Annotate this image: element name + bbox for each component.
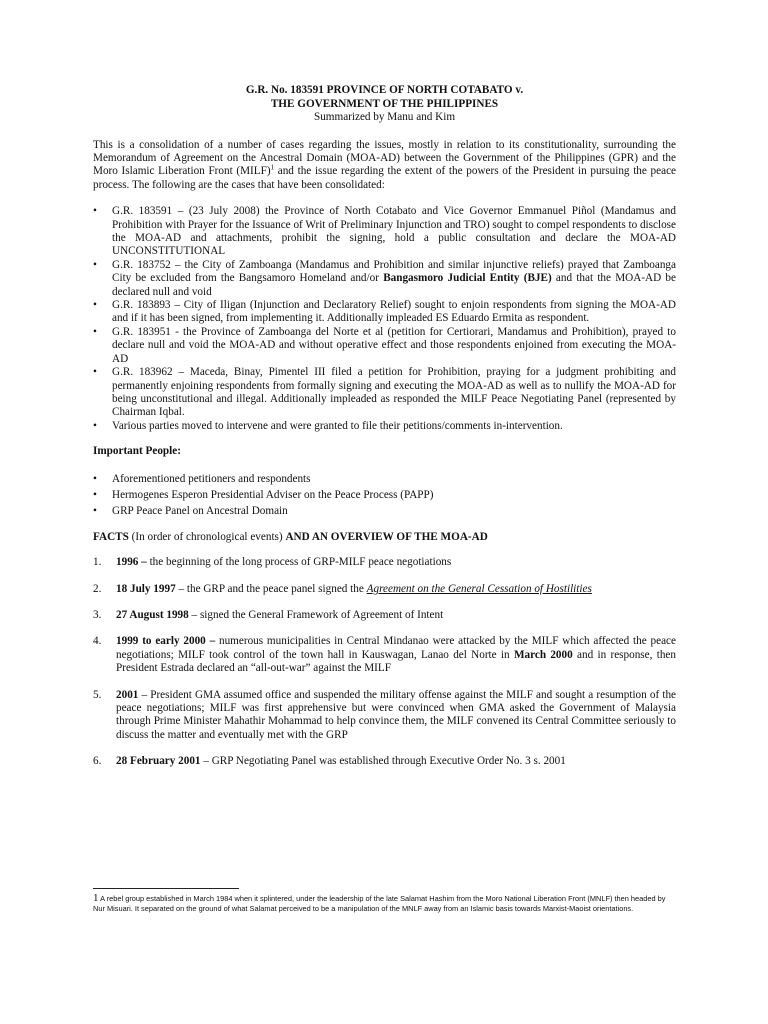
- list-item: [93, 326, 676, 366]
- case-text: G.R. 183962 – Maceda, Binay, Pimentel III filed a petition for Prohibition, praying for a judgment prohibiting and permanently enjoining respondents from formally signing and executing the MOA-AD as well as to nullify the MOA-AD for being unconstitutional and illegal. Additionally impleaded as responded the MILF Peace Negotiating Panel (represented by Chairman Iqbal.: [112, 366, 676, 419]
- subtitle: Summarized by Manu and Kim: [313, 111, 456, 124]
- bullet-icon: •: [93, 299, 97, 312]
- case-title-line1: G.R. No. 183591 PROVINCE OF NORTH COTABATO v.: [245, 84, 524, 96]
- list-item: [93, 635, 676, 675]
- intro-text-b: and the issue regarding the extent of the powers of the President in pursuing the peace process. The following are the cases that have been consolidated:: [93, 165, 677, 191]
- case-title-line2: THE GOVERNMENT OF THE PHILIPPINES: [270, 97, 499, 110]
- list-item: [93, 689, 676, 743]
- item-number: 2.: [93, 582, 102, 595]
- bullet-icon: •: [93, 325, 97, 338]
- footnote-number: 1: [93, 892, 99, 904]
- important-people-list: [93, 473, 676, 519]
- list-item: [93, 473, 676, 486]
- item-number: 4.: [93, 635, 102, 648]
- bullet-icon: •: [93, 472, 97, 485]
- case-text: G.R. 183591 – (23 July 2008) the Province of North Cotabato and Vice Governor Emmanuel Piñol (Mandamus and Prohibition with Prayer for the Issuance of Writ of Preliminary Injunction and TRO) sought to compel respondents to disclose the MOA-AD and attachments, prohibit the signing, hold a public consultation and declare the MOA-AD UNCONSTITUTIONAL: [112, 205, 677, 258]
- list-item: [93, 583, 676, 596]
- fact-text: and in response, then President Estrada declared an “all-out-war” against the MILF: [116, 648, 676, 675]
- important-people-heading: Important People:: [93, 445, 181, 458]
- facts-heading-note: (In order of chronological events): [128, 530, 286, 543]
- list-item: [93, 299, 676, 326]
- list-item: [93, 556, 676, 569]
- fact-date: March 2000: [513, 648, 573, 661]
- fact-date: 28 February 2001: [116, 755, 201, 768]
- list-item: [93, 205, 676, 259]
- fact-date: 2001: [116, 688, 139, 701]
- item-number: 1.: [93, 556, 102, 569]
- facts-list: [93, 556, 676, 768]
- list-item: [93, 489, 676, 502]
- list-item: [93, 420, 676, 433]
- fact-text: – signed the General Framework of Agreement of Intent: [188, 608, 444, 621]
- intro-text-a: This is a consolidation of a number of cases regarding the issues, mostly in relation to its constitutionality, surrounding the Memorandum of Agreement on the Ancestral Domain (MOA-AD) between the Government of the Philippines (GPR) and the Moro Islamic Liberation Front (MILF): [93, 138, 676, 178]
- fact-text: – President GMA assumed office and suspended the military offense against the MILF and sought a resumption of the peace negotiations; MILF was first apprehensive but were convinced when GMA asked the Government of Malaysia through Prime Minister Mahathir Mohammad to help convince them, the MILF convened its Central Committee seriously to discuss the matter and eventually met with the GRP: [116, 688, 676, 741]
- list-item: [93, 366, 676, 420]
- fact-text: – GRP Negotiating Panel was established through Executive Order No. 3 s. 2001: [200, 755, 566, 768]
- person-text: Hermogenes Esperon Presidential Adviser on the Peace Process (PAPP): [112, 488, 434, 501]
- facts-heading: [93, 531, 676, 544]
- document-page: [93, 84, 676, 782]
- bullet-icon: •: [93, 205, 97, 218]
- footnote-ref[interactable]: 1: [270, 163, 275, 172]
- fact-date: 1999 to early 2000 –: [116, 635, 216, 648]
- list-item: [93, 505, 676, 518]
- person-text: Aforementioned petitioners and respondents: [112, 472, 311, 485]
- case-text: G.R. 183951 - the Province of Zamboanga del Norte et al (petition for Certiorari, Mandamus and Prohibition), prayed to declare null and void the MOA-AD and without operative effect and those respondents enjoined from executing the MOA-AD: [112, 325, 676, 365]
- fact-date: 18 July 1997: [116, 582, 176, 595]
- person-text: GRP Peace Panel on Ancestral Domain: [112, 505, 288, 518]
- case-text: Various parties moved to intervene and were granted to file their petitions/comments in-intervention.: [112, 419, 563, 432]
- case-text: G.R. 183893 – City of Iligan (Injunction and Declaratory Relief) sought to enjoin respondents from signing the MOA-AD and if it has been signed, from implementing it. Additionally impleaded ES Eduardo Ermita as respondent.: [112, 299, 676, 325]
- agreement-link[interactable]: Agreement on the General Cessation of Hostilities: [366, 582, 592, 595]
- item-number: 3.: [93, 608, 102, 621]
- bullet-icon: •: [93, 366, 97, 379]
- intro-paragraph: [93, 139, 676, 193]
- case-text: G.R. 183752 – the City of Zamboanga (Mandamus and Prohibition and similar injunctive reliefs) prayed that Zamboanga City be excluded from the Bangsamoro Homeland and/or: [112, 258, 676, 285]
- footnote-separator: [93, 888, 239, 889]
- item-number: 5.: [93, 688, 102, 701]
- bullet-icon: •: [93, 258, 97, 271]
- facts-heading-bold: AND AN OVERVIEW OF THE MOA-AD: [285, 530, 488, 543]
- list-item: [93, 259, 676, 299]
- footnote: [93, 893, 676, 914]
- list-item: [93, 609, 676, 622]
- fact-text: numerous municipalities in Central Mindanao were attacked by the MILF which affected the peace negotiations; MILF took control of the town hall in Kauswagan, Lanao del Norte in: [116, 635, 676, 661]
- bullet-icon: •: [93, 505, 97, 518]
- list-item: [93, 755, 676, 768]
- fact-text: the beginning of the long process of GRP-MILF peace negotiations: [146, 556, 452, 569]
- case-text-bold: Bangasmoro Judicial Entity (BJE): [383, 272, 552, 285]
- fact-date: 1996 –: [116, 556, 147, 569]
- case-text: and that the MOA-AD be declared null and void: [112, 272, 676, 298]
- fact-date: 27 August 1998: [116, 608, 189, 621]
- bullet-icon: •: [93, 419, 97, 432]
- item-number: 6.: [93, 755, 102, 768]
- consolidated-cases-list: [93, 205, 676, 433]
- facts-heading-bold: FACTS: [93, 530, 129, 543]
- fact-text: – the GRP and the peace panel signed the: [175, 582, 367, 595]
- footnote-text: A rebel group established in March 1984 when it splintered, under the leadership of the late Salamat Hashim from the Moro National Liberation Front (MNLF) then headed by Nur Misuari. It separated on the ground of what Salamat perceived to be a manipulation of the MNLF away from an Islamic basis towards Marxist-Maoist orientations.: [93, 894, 666, 913]
- bullet-icon: •: [93, 488, 97, 501]
